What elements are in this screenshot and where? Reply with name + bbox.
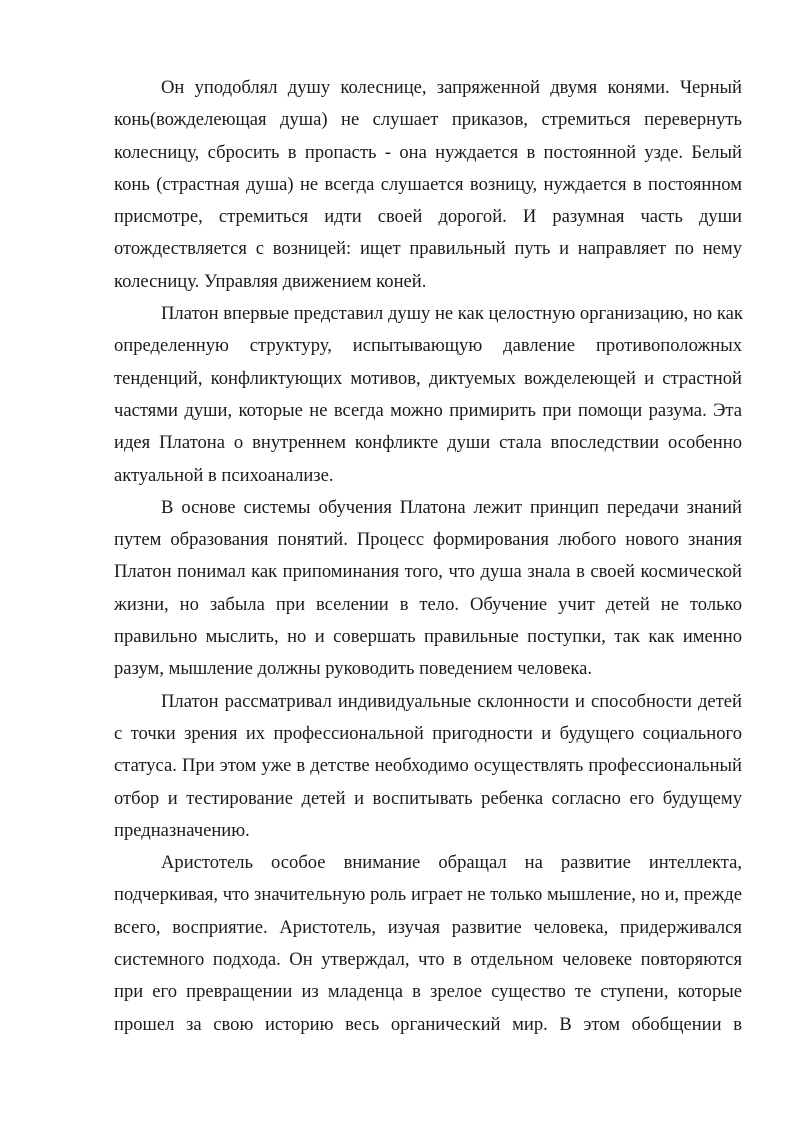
text-line: отождествляется с возницей: ищет правильный путь и направляет по нему [114, 238, 742, 260]
text-line: системного подхода. Он утверждал, что в отдельном человеке повторяются [114, 949, 742, 971]
text-line: прошел за свою историю весь органический мир. В этом обобщении в [114, 1013, 742, 1035]
text-line: конь(вожделеющая душа) не слушает приказов, стремиться перевернуть [114, 109, 742, 131]
text-line: конь (страстная душа) не всегда слушается возницу, нуждается в постоянном [114, 173, 742, 195]
text-line: Он уподоблял душу колеснице, запряженной двумя конями. Черный [161, 77, 742, 98]
text-line: тенденций, конфликтующих мотивов, диктуемых вожделеющей и страстной [114, 367, 742, 389]
paragraph [114, 298, 742, 492]
text-line: подчеркивая, что значительную роль играет не только мышление, но и, прежде [114, 884, 742, 906]
text-line: В основе системы обучения Платона лежит принцип передачи знаний [161, 496, 742, 518]
text-line: с точки зрения их профессиональной пригодности и будущего социального [114, 722, 742, 744]
text-line: отбор и тестирование детей и воспитывать ребенка согласно его будущему [114, 787, 742, 809]
text-line: присмотре, стремиться идти своей дорогой. И разумная часть души [114, 206, 742, 228]
text-line: предназначению. [114, 819, 250, 841]
text-line: Аристотель особое внимание обращал на развитие интеллекта, [161, 852, 742, 874]
text-line: при его превращении из младенца в зрелое существо те ступени, которые [114, 981, 742, 1003]
paragraph [114, 847, 742, 1041]
paragraph [114, 492, 742, 686]
text-line: Платон рассматривал индивидуальные склонности и способности детей [161, 690, 742, 712]
text-line: правильно мыслить, но и совершать правильные поступки, так как именно [114, 626, 742, 648]
text-line: колесницу. Управляя движением коней. [114, 270, 427, 292]
text-line: жизни, но забыла при вселении в тело. Обучение учит детей не только [114, 593, 742, 615]
text-line: разум, мышление должны руководить поведением человека. [114, 658, 593, 680]
text-line: определенную структуру, испытывающую давление противоположных [114, 335, 742, 357]
paragraph [114, 72, 742, 298]
text-line: актуальной в психоанализе. [114, 464, 334, 486]
text-line: колесницу, сбросить в пропасть - она нуждается в постоянной узде. Белый [114, 141, 742, 163]
text-line: статуса. При этом уже в детстве необходимо осуществлять профессиональный [114, 755, 742, 777]
text-line: всего, восприятие. Аристотель, изучая развитие человека, придерживался [114, 916, 742, 938]
text-line: Платон впервые представил душу не как целостную организацию, но как [161, 303, 743, 325]
body-text [114, 72, 742, 1041]
text-line: частями души, которые не всегда можно примирить при помощи разума. Эта [114, 399, 742, 421]
text-line: Платон понимал как припоминания того, что душа знала в своей космической [114, 561, 742, 583]
text-line: идея Платона о внутреннем конфликте души стала впоследствии особенно [114, 432, 742, 454]
text-line: путем образования понятий. Процесс формирования любого нового знания [114, 529, 742, 551]
paragraph [114, 686, 742, 847]
